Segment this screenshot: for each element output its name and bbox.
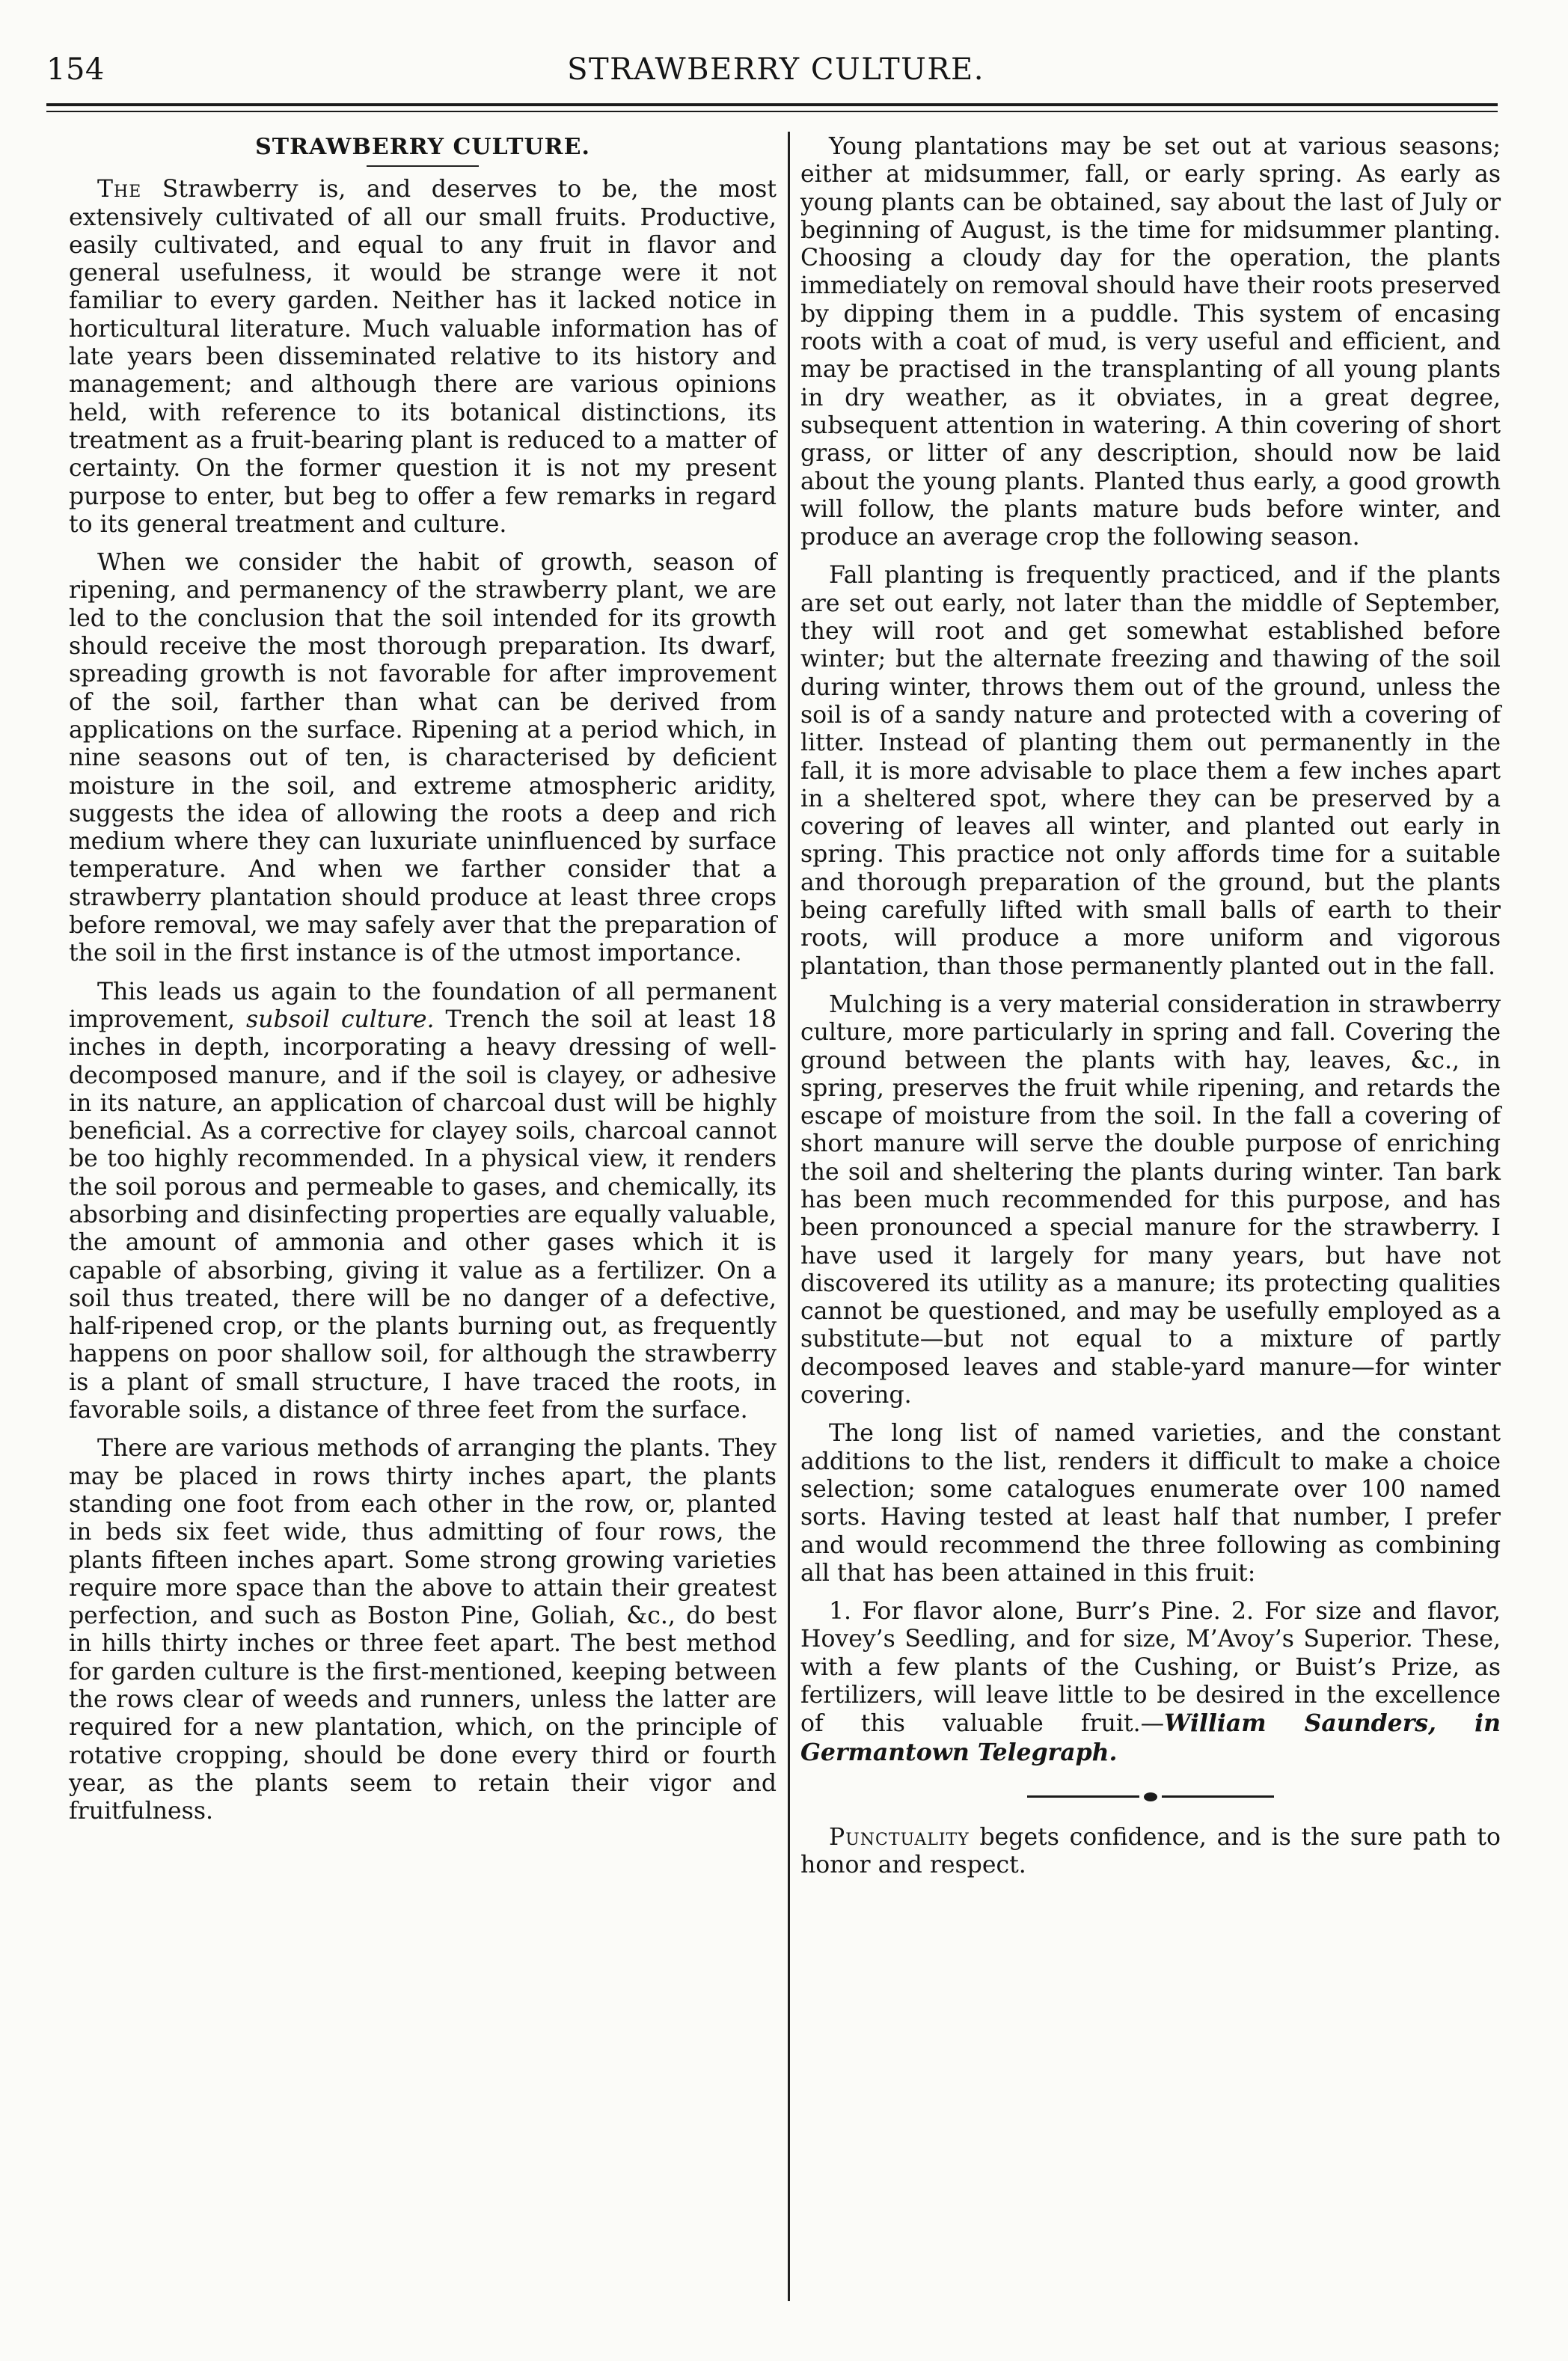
filler-lead-word: Punctuality <box>829 1823 970 1851</box>
italic-phrase: subsoil culture. <box>246 1005 435 1033</box>
paragraph: The long list of named varieties, and the constant additions to the list, renders it difficult to make a choice selection; some catalogues enumerate over 100 named sorts. Having tested at least half that number, I prefer and would recommend the three following as combining all that has been attained in this fruit: <box>800 1420 1501 1587</box>
filler-paragraph <box>800 1824 1501 1880</box>
left-column <box>69 133 777 1837</box>
ornament-line-right <box>1162 1795 1274 1798</box>
paragraph-text: 1. For flavor alone, Burr’s Pine. 2. For size and flavor, Hovey’s Seedling, and for size, M’Avoy’s Superior. These, with a few plants of the Cushing, or Buist’s Prize, as fertilizers, will leave little to be desired in the excellence of this valuable fruit.— <box>800 1598 1501 1738</box>
filler-text: begets confidence, and is the sure path to honor and respect. <box>800 1823 1501 1879</box>
paragraph: Young plantations may be set out at various seasons; either at midsummer, fall, or early spring. As early as young plants can be obtained, say about the last of July or beginning of August, is the time for midsummer planting. Choosing a cloudy day for the operation, the plants immediately on removal should have their roots preserved by dipping them in a puddle. This system of encasing roots with a coat of mud, is very useful and efficient, and may be practised in the transplanting of all young plants in dry weather, as it obviates, in a great degree, subsequent attention in watering. A thin covering of short grass, or litter of any description, should now be laid about the young plants. Planted thus early, a good growth will follow, the plants mature buds before winter, and produce an average crop the following season. <box>800 133 1501 551</box>
paragraph <box>69 979 777 1425</box>
paragraph <box>800 1598 1501 1767</box>
page-number: 154 <box>46 52 105 87</box>
paragraph: Fall planting is frequently practiced, and if the plants are set out early, not later than the middle of September, they will root and get somewhat established before winter; but the alternate freezing and thawing of the soil during winter, throws them out of the ground, unless the soil is of a sandy nature and protected with a covering of litter. Instead of planting them out permanently in the fall, it is more advisable to place them a few inches apart in a sheltered spot, where they can be preserved by a covering of leaves all winter, and planted out early in spring. This practice not only affords time for a suitable and thorough preparation of the ground, but the plants being carefully lifted with small balls of earth to their roots, will produce a more uniform and vigorous plantation, than those permanently planted out in the fall. <box>800 562 1501 980</box>
article-title: STRAWBERRY CULTURE. <box>255 134 590 160</box>
header-rule-thick <box>46 103 1498 106</box>
header-rule-thin <box>46 111 1498 112</box>
running-title: STRAWBERRY CULTURE. <box>567 52 984 87</box>
column-divider <box>788 132 790 2301</box>
paragraph-text: Trench the soil at least 18 inches in depth, incorporating a heavy dressing of well-decomposed manure, and if the soil is clayey, or adhesive in its nature, an application of charcoal dust will be highly beneficial. As a corrective for clayey soils, charcoal cannot be too highly recommended. In a physical view, it renders the soil porous and permeable to gases, and chemically, its absorbing and disinfecting properties are equally valuable, the amount of ammonia and other gases which it is capable of absorbing, giving it value as a fertilizer. On a soil thus treated, there will be no danger of a defective, half-ripened crop, or the plants burning out, as frequently happens on poor shallow soil, for although the strawberry is a plant of small structure, I have traced the roots, in favorable soils, a distance of three feet from the surface. <box>69 1005 777 1424</box>
page-header <box>46 52 1505 105</box>
opening-word: The <box>97 176 142 203</box>
paragraph: Mulching is a very material consideration in strawberry culture, more particularly in spring and fall. Covering the ground between the plants with hay, leaves, &c., in spring, preserves the fruit while ripening, and retards the escape of moisture from the soil. In the fall a covering of short manure will serve the double purpose of enriching the soil and sheltering the plants during winter. Tan bark has been much recommended for this purpose, and has been pronounced a special manure for the strawberry. I have used it largely for many years, but have not discovered its utility as a manure; its protecting qualities cannot be questioned, and may be usefully employed as a substitute—but not equal to a mixture of partly decomposed leaves and stable-yard manure—for winter covering. <box>800 990 1501 1409</box>
section-ornament <box>1027 1789 1274 1804</box>
ornament-line-left <box>1027 1795 1139 1798</box>
paragraph-text: Strawberry is, and deserves to be, the most extensively cultivated of all our small fruits. Productive, easily cultivated, and equal to any fruit in flavor and general usefulness, it would be strange were it not familiar to every garden. Neither has it lacked notice in horticultural literature. Much valuable information has of late years been disseminated relative to its history and management; and although there are various opinions held, with reference to its botanical distinctions, its treatment as a fruit-bearing plant is reduced to a matter of certainty. On the former question it is not my present purpose to enter, but beg to offer a few remarks in regard to its general treatment and culture. <box>69 176 777 538</box>
paragraph: There are various methods of arranging the plants. They may be placed in rows thirty inches apart, the plants standing one foot from each other in the row, or, planted in beds six feet wide, thus admitting of four rows, the plants fifteen inches apart. Some strong growing varieties require more space than the above to attain their greatest perfection, and such as Boston Pine, Goliah, &c., do best in hills thirty inches or three feet apart. The best method for garden culture is the first-mentioned, keeping between the rows clear of weeds and runners, unless the latter are required for a new plantation, which, on the principle of rotative cropping, should be done every third or fourth year, as the plants seem to retain their vigor and fruitfulness. <box>69 1435 777 1825</box>
ornament-center <box>1139 1792 1162 1801</box>
paragraph-text: This leads us again to the foundation of all permanent improvement, <box>69 978 777 1033</box>
paragraph: When we consider the habit of growth, season of ripening, and permanency of the strawberry plant, we are led to the conclusion that the soil intended for its growth should receive the most thorough preparation. Its dwarf, spreading growth is not favorable for after improvement of the soil, farther than what can be derived from applications on the surface. Ripening at a period which, in nine seasons out of ten, is characterised by deficient moisture in the soil, and extreme atmospheric aridity, suggests the idea of allowing the roots a deep and rich medium where they can luxuriate uninfluenced by surface temperature. And when we farther consider that a strawberry plantation should produce at least three crops before removal, we may safely aver that the preparation of the soil in the first instance is of the utmost importance. <box>69 549 777 967</box>
right-column <box>800 133 1501 1890</box>
title-underline <box>367 165 479 167</box>
paragraph <box>69 176 777 539</box>
byline: William Saunders, in Germantown Telegraph. <box>800 1709 1501 1766</box>
